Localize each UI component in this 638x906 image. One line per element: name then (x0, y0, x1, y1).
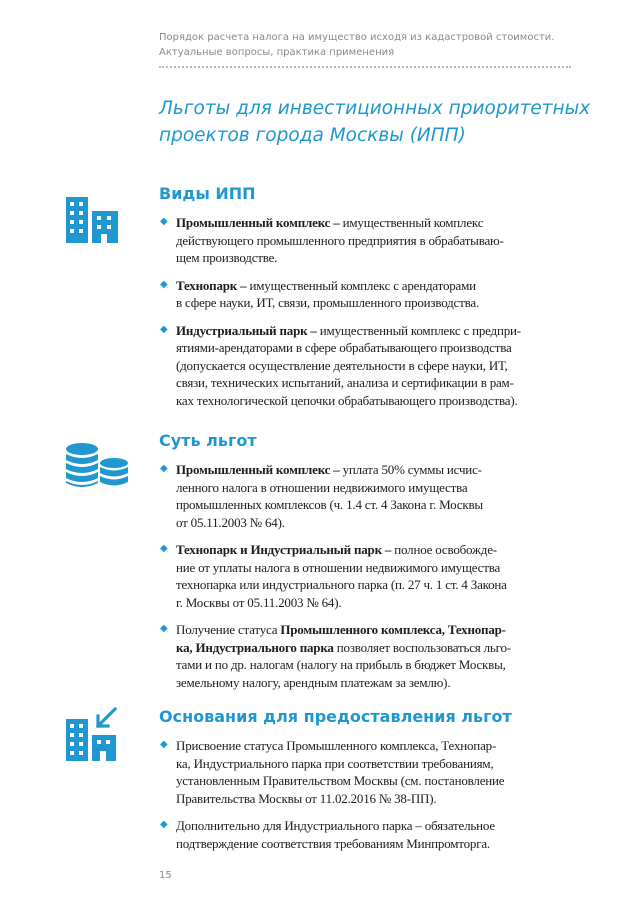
bold-term: Промышленный комплекс – (176, 215, 343, 230)
page-title (159, 95, 589, 149)
list-item (159, 214, 574, 267)
diamond-bullet-icon: ◆ (160, 463, 168, 474)
list-item (159, 541, 574, 611)
bold-term: Промышленного комплекса, Технопар- (280, 622, 506, 637)
list-item (159, 737, 574, 807)
item-text: ка, Индустриального парка при соответствии требованиям, (176, 755, 494, 771)
item-text: ках технологической цепочки обрабатывающего производства). (176, 392, 518, 408)
item-text: Присвоение статуса Промышленного комплекса, Технопар- (176, 738, 497, 753)
page-title-line-2: проектов города Москвы (ИПП) (159, 125, 466, 146)
page-title-line-1: Льготы для инвестиционных приоритетных (159, 98, 591, 119)
section-title: Виды ИПП (159, 184, 256, 203)
item-text: полное освобожде- (394, 542, 497, 557)
running-header (159, 30, 579, 60)
list-item (159, 817, 574, 852)
diamond-bullet-icon: ◆ (160, 216, 168, 227)
item-text: в сфере науки, ИТ, связи, промышленного производства. (176, 295, 479, 310)
item-text: имущественный комплекс с арендаторами (249, 277, 476, 293)
item-text: земельному налогу, арендным платежам за землю). (176, 674, 451, 690)
item-text: щем производстве. (176, 250, 278, 265)
bullet-list (159, 737, 574, 852)
bold-term: ка, Индустриального парка (176, 639, 337, 655)
dotted-divider (159, 66, 571, 68)
buildings-icon (66, 197, 118, 243)
item-text: ние от уплаты налога в отношении недвижимого имущества (176, 559, 501, 575)
item-text: имущественный комплекс (342, 215, 484, 230)
item-text: действующего промышленного предприятия в обрабатываю- (176, 232, 504, 248)
diamond-bullet-icon: ◆ (160, 623, 168, 634)
diamond-bullet-icon: ◆ (160, 278, 168, 290)
coins-stack-icon (66, 443, 128, 489)
section-ipp-types (159, 184, 574, 419)
diamond-bullet-icon: ◆ (160, 543, 168, 554)
item-text: Правительства Москвы от 11.02.2016 № 38-ПП). (176, 790, 437, 806)
item-text: установленным Правительством Москвы (см. постановление (176, 773, 505, 788)
item-text: ленного налога в отношении недвижимого имущества (176, 479, 468, 495)
running-header-line-1: Порядок расчета налога на имущество исходя из кадастровой стоимости. (159, 32, 555, 43)
bullet-list (159, 214, 574, 409)
item-text: г. Москвы от 05.11.2003 № 64). (176, 594, 342, 610)
bullet-list (159, 461, 574, 691)
item-text: ятиями-арендаторами в сфере обрабатывающего производства (176, 340, 512, 355)
section-benefits-essence (159, 431, 574, 701)
item-text: промышленных комплексов (ч. 1.4 ст. 4 Закона г. Москвы (176, 497, 483, 512)
section-title: Суть льгот (159, 431, 257, 450)
item-text: Дополнительно для Индустриального парка – обязательное (176, 818, 495, 833)
page-number: 15 (159, 870, 172, 881)
section-grounds (159, 707, 574, 862)
diamond-bullet-icon: ◆ (160, 323, 168, 335)
item-text: от 05.11.2003 № 64). (176, 514, 285, 530)
list-item (159, 322, 574, 410)
item-text: связи, технических испытаний, анализа и сертификации в рам- (176, 375, 514, 390)
bold-term: Индустриальный парк – (176, 322, 320, 338)
diamond-bullet-icon: ◆ (160, 819, 168, 830)
item-text: имущественный комплекс с предпри- (319, 322, 521, 338)
diamond-bullet-icon: ◆ (160, 739, 168, 750)
item-text: Получение статуса (176, 622, 281, 637)
list-item (159, 461, 574, 531)
item-text: (допускается осуществление деятельности в сфере науки, ИТ, (176, 357, 508, 373)
building-arrow-icon (66, 707, 118, 761)
list-item (159, 621, 574, 691)
bold-term: Промышленный комплекс – (176, 462, 343, 477)
item-text: тами и по др. налогам (налогу на прибыль в бюджет Москвы, (176, 657, 506, 672)
section-title: Основания для предоставления льгот (159, 707, 512, 726)
bold-term: Технопарк и Индустриальный парк – (176, 542, 395, 557)
list-item (159, 277, 574, 312)
running-header-line-2: Актуальные вопросы, практика применения (159, 47, 395, 58)
item-text: технопарка или индустриального парка (п. 27 ч. 1 ст. 4 Закона (176, 577, 507, 592)
item-text: позволяет воспользоваться льго- (336, 639, 511, 655)
bold-term: Технопарк – (176, 277, 250, 293)
item-text: уплата 50% суммы исчис- (342, 462, 482, 477)
item-text: подтверждение соответствия требованиям Минпромторга. (176, 835, 490, 851)
